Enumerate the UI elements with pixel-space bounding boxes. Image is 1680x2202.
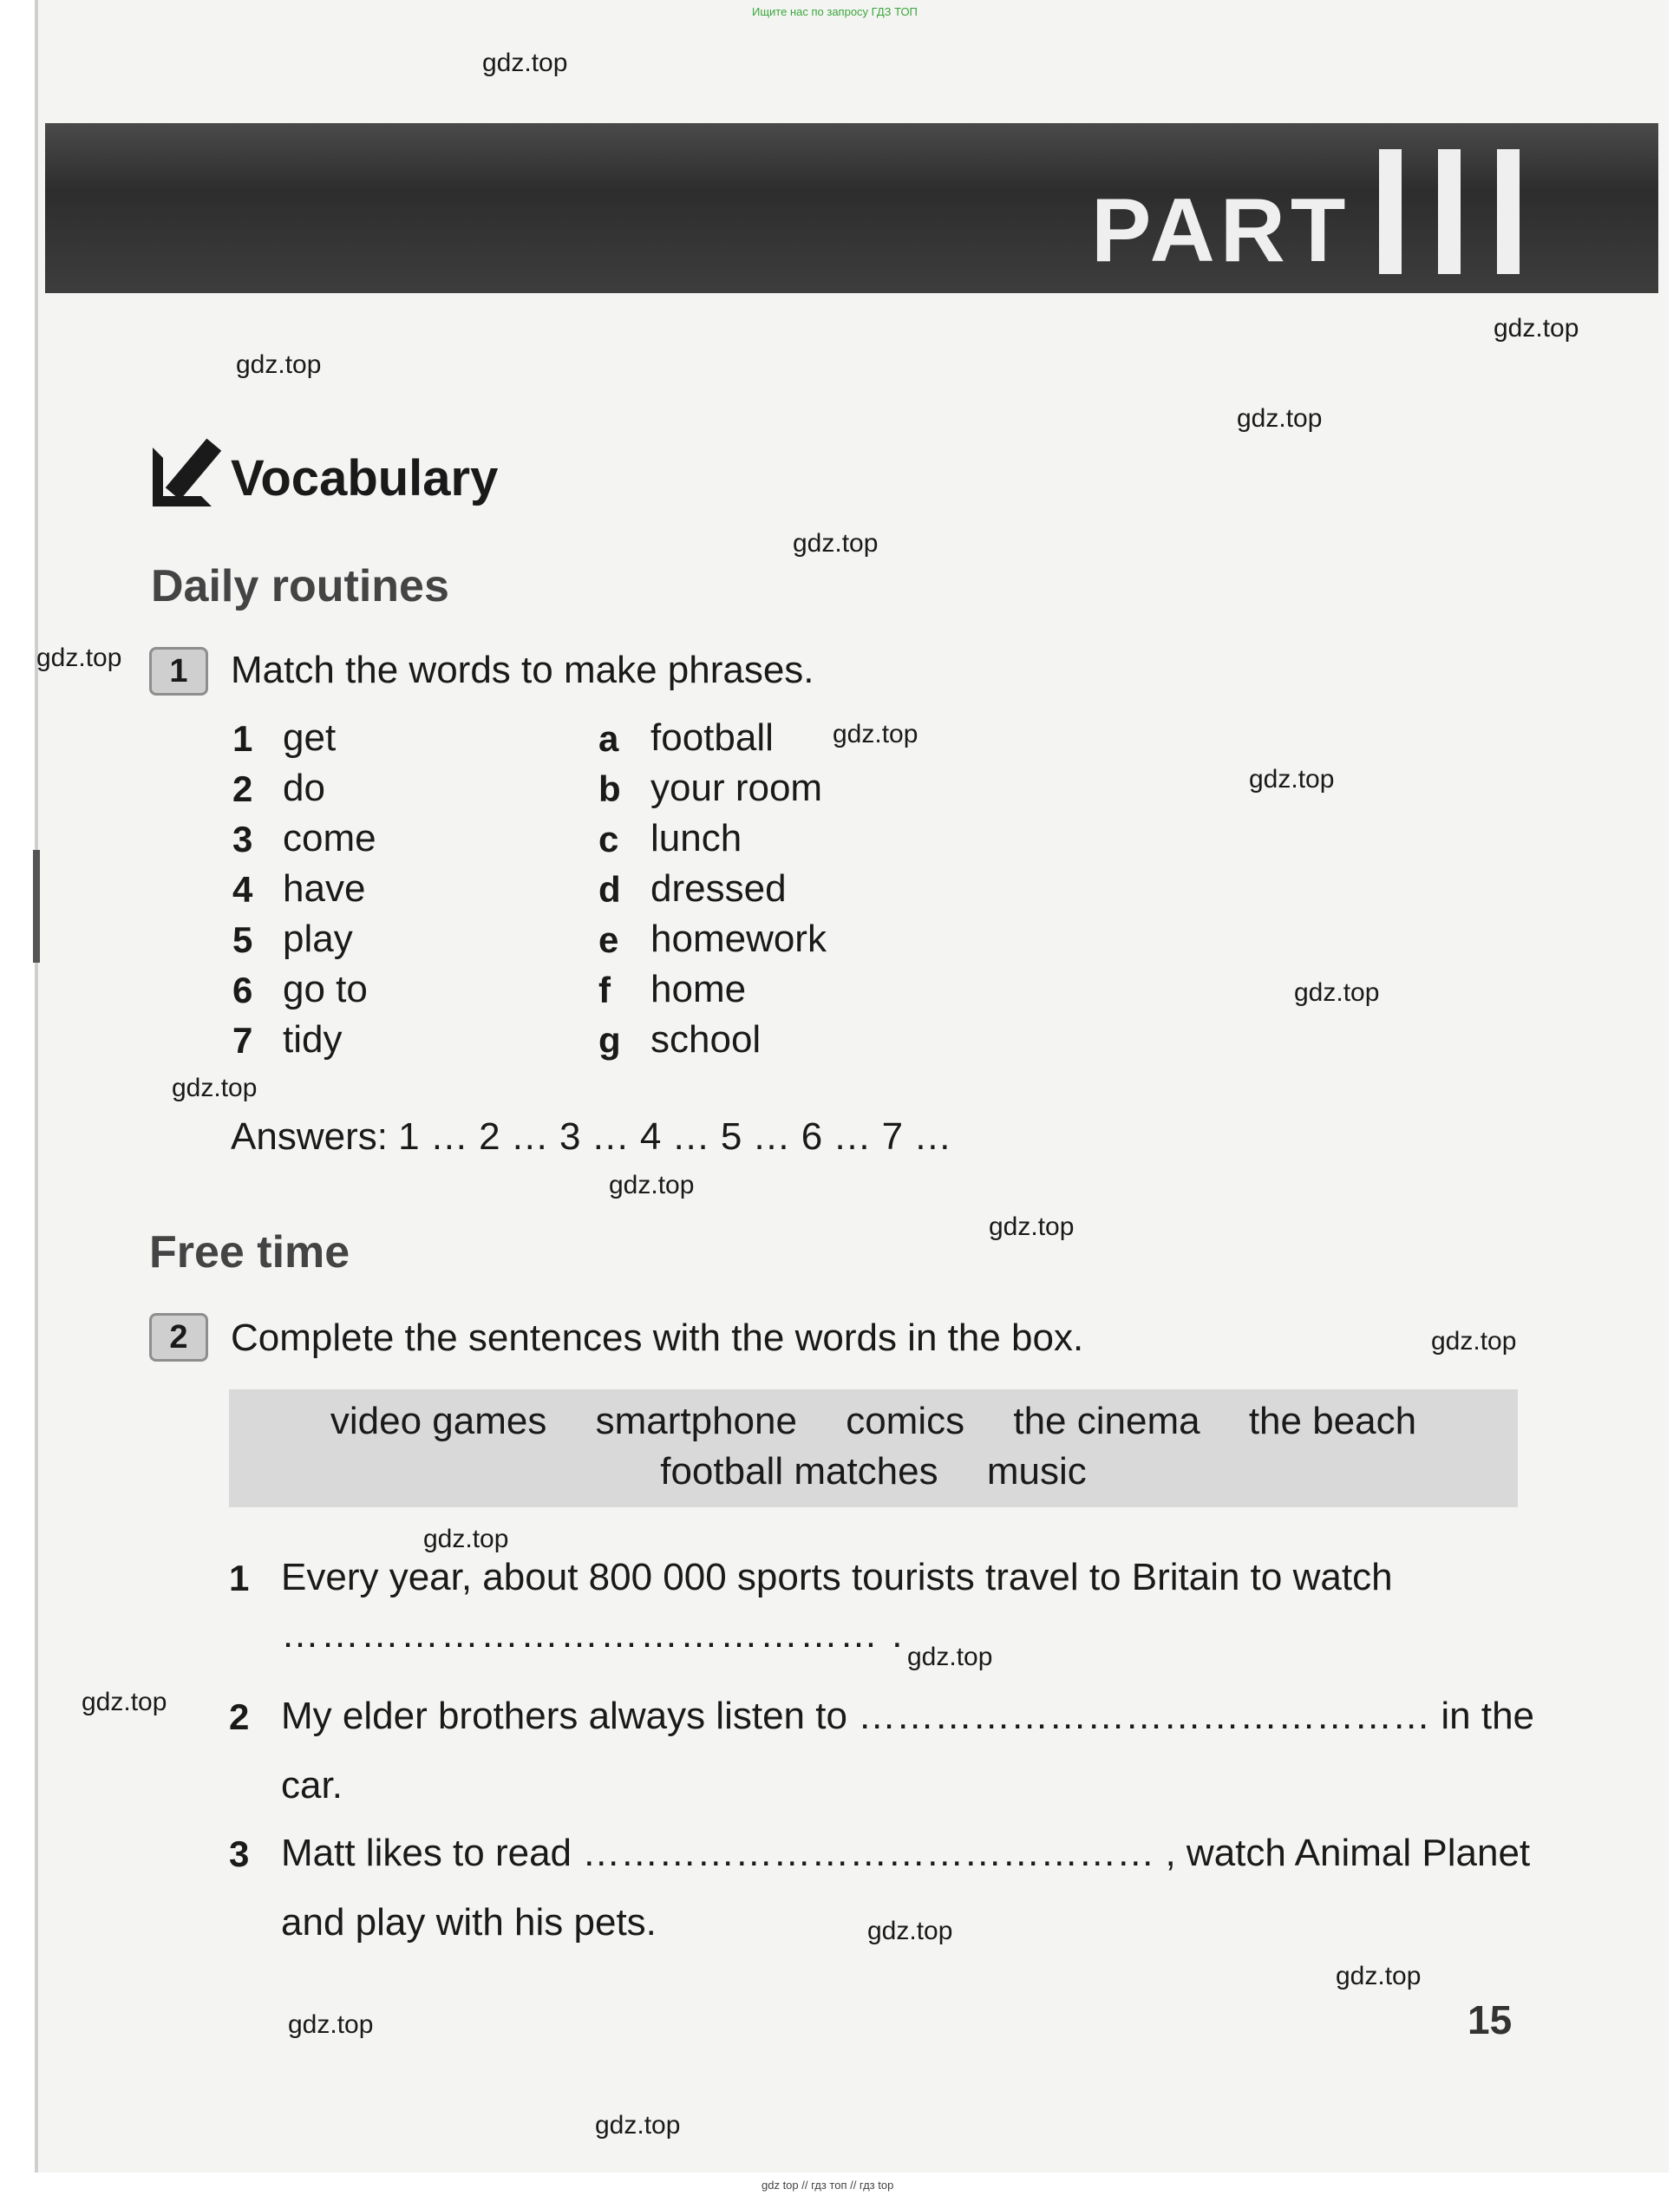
watermark: gdz.top [609, 1171, 695, 1199]
watermark: gdz.top [1431, 1327, 1517, 1356]
top-search-link[interactable]: Ищите нас по запросу ГДЗ ТОП [752, 5, 918, 18]
sentence-number: 3 [229, 1833, 250, 1874]
right-item-letter: f [598, 970, 611, 1010]
daily-routines-heading: Daily routines [151, 561, 449, 611]
left-item-number: 3 [232, 819, 253, 859]
sentence-number: 2 [229, 1696, 250, 1737]
watermark: gdz.top [1237, 404, 1323, 433]
word-box-item: football matches [660, 1450, 938, 1493]
right-item-text: dressed [650, 867, 787, 910]
left-item-text: get [283, 716, 337, 759]
watermark: gdz.top [867, 1917, 953, 1945]
watermark: gdz.top [989, 1212, 1075, 1241]
watermark: gdz.top [172, 1074, 258, 1102]
exercise-1-instruction: Match the words to make phrases. [231, 649, 814, 691]
sentence-text: Every year, about 800 000 sports tourists travel to Britain to watch [281, 1556, 1393, 1598]
right-item-text: football [650, 716, 774, 759]
word-box-item: smartphone [595, 1400, 797, 1442]
word-box [229, 1389, 1518, 1507]
binding-mark [33, 850, 40, 963]
watermark: gdz.top [1494, 314, 1579, 343]
watermark: gdz.top [482, 49, 568, 77]
right-item-letter: a [598, 718, 619, 759]
left-item-number: 4 [232, 869, 253, 910]
word-box-item: comics [846, 1400, 965, 1442]
watermark: gdz.top [1249, 765, 1335, 794]
left-item-number: 5 [232, 919, 253, 960]
sentence-blank[interactable]: ……………………………………… . [281, 1613, 905, 1656]
watermark: gdz.top [36, 644, 122, 672]
right-item-text: lunch [650, 817, 742, 859]
part-label: PART [1091, 180, 1351, 281]
left-item-text: do [283, 767, 325, 809]
exercise-2-instruction: Complete the sentences with the words in the box. [231, 1317, 1084, 1359]
right-item-letter: d [598, 869, 621, 910]
watermark: gdz.top [82, 1688, 167, 1716]
sentence-number: 1 [229, 1558, 250, 1598]
right-item-text: homework [650, 918, 827, 960]
left-item-text: tidy [283, 1018, 343, 1061]
left-item-text: go to [283, 968, 368, 1010]
left-item-text: come [283, 817, 376, 859]
exercise-2-badge: 2 [149, 1313, 208, 1362]
left-item-text: have [283, 867, 366, 910]
word-box-item: music [986, 1450, 1087, 1493]
word-box-item: the cinema [1013, 1400, 1200, 1442]
watermark: gdz.top [833, 720, 918, 748]
page-number: 15 [1468, 1997, 1513, 2042]
right-item-text: home [650, 968, 747, 1010]
watermark: gdz.top [1294, 978, 1380, 1007]
bottom-footer-link[interactable]: gdz top // гдз топ // гдз top [762, 2179, 894, 2192]
section-title: Vocabulary [231, 450, 499, 506]
sentence-continuation: and play with his pets. [281, 1901, 657, 1944]
watermark: gdz.top [423, 1525, 509, 1553]
free-time-heading: Free time [149, 1227, 350, 1277]
watermark: gdz.top [595, 2111, 681, 2140]
sentence-continuation: car. [281, 1764, 343, 1807]
exercise-1-badge: 1 [149, 647, 208, 696]
watermark: gdz.top [793, 529, 879, 558]
right-item-text: your room [650, 767, 823, 809]
sentence-text[interactable]: My elder brothers always listen to ……………………………………… in the [281, 1695, 1535, 1737]
answers-line: Answers: 1 … 2 … 3 … 4 … 5 … 6 … 7 … [231, 1115, 952, 1158]
left-item-number: 2 [232, 768, 253, 809]
left-item-number: 1 [232, 718, 253, 759]
right-item-letter: b [598, 768, 621, 809]
right-item-letter: g [598, 1020, 621, 1061]
right-item-text: school [650, 1018, 762, 1061]
word-box-item: the beach [1248, 1400, 1417, 1442]
watermark: gdz.top [1336, 1962, 1422, 1990]
watermark: gdz.top [288, 2010, 374, 2039]
watermark: gdz.top [236, 350, 322, 379]
left-item-number: 7 [232, 1020, 253, 1061]
left-item-number: 6 [232, 970, 253, 1010]
part-banner [45, 123, 1658, 293]
right-item-letter: e [598, 919, 619, 960]
right-item-letter: c [598, 819, 619, 859]
watermark: gdz.top [907, 1643, 993, 1671]
word-box-item: video games [330, 1400, 547, 1442]
sentence-text[interactable]: Matt likes to read ……………………………………… , watch Animal Planet [281, 1832, 1531, 1874]
left-item-text: play [283, 918, 353, 960]
